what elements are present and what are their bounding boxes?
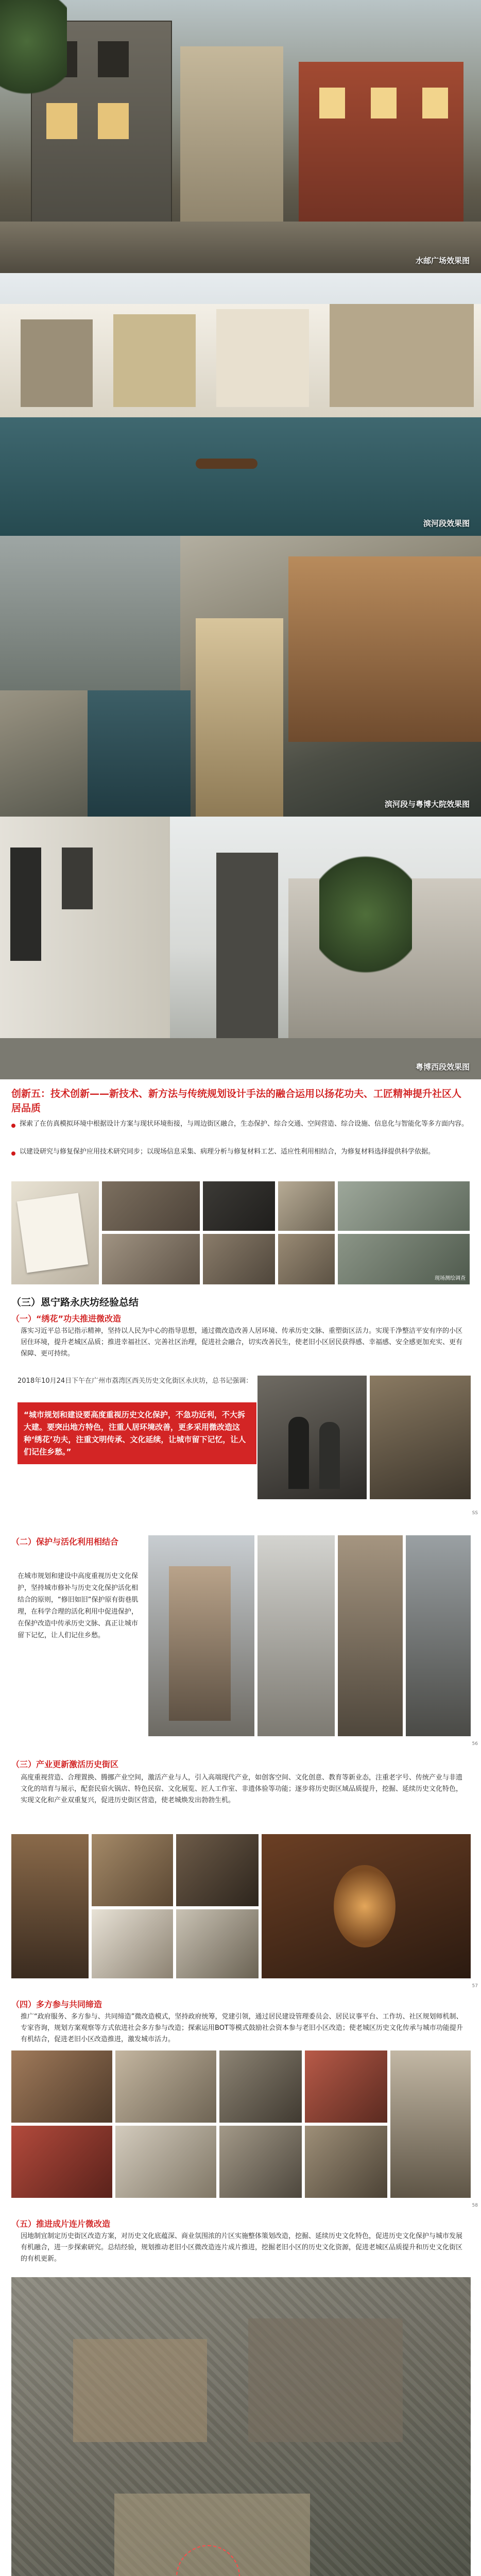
photo-workshop-1 bbox=[115, 2050, 216, 2123]
photo-meeting-2 bbox=[11, 2126, 112, 2198]
photo-leader-visit bbox=[257, 1376, 367, 1499]
s2-text: 在城市规划和建设中高度重视历史文化保护，坚持城市修补与历史文化保护活化相结合的原则，“修旧如旧”保护原有街巷肌理，在科学合理的活化利用中促进保护，在保护改造中传承历史文脉、真正让城市留下记忆，让人们记住乡愁。 bbox=[18, 1572, 139, 1639]
photo-meeting-1 bbox=[11, 2050, 112, 2123]
photo-residents-2 bbox=[219, 2126, 302, 2198]
photo-field-record-1 bbox=[102, 1181, 200, 1231]
rendering-aerial bbox=[0, 536, 481, 817]
caption-riverside: 滨河段效果图 bbox=[423, 519, 470, 528]
caption-west: 粤博西段效果图 bbox=[415, 1062, 470, 1072]
page-num-s4: 58 bbox=[472, 2203, 478, 2208]
s4-title: （四）多方参与共同缔造 bbox=[11, 1999, 102, 2009]
innovation-title: 创新五：技术创新——新技术、新方法与传统规划设计手法的融合运用以扬花功夫、工匠精神提升社区人居品质 bbox=[11, 1088, 462, 1114]
s2-title: （二）保护与活化利用相结合 bbox=[11, 1537, 119, 1547]
photo-forum-2 bbox=[305, 2126, 387, 2198]
photo-alley-4 bbox=[406, 1535, 471, 1736]
s5-title: （五）推进成片连片微改造 bbox=[11, 2219, 111, 2229]
s1-date-line: 2018年10月24日下午在广州市荔湾区西关历史文化街区永庆坊，总书记强调： bbox=[18, 1377, 253, 1385]
photo-craft-2 bbox=[203, 1234, 275, 1284]
photo-studio bbox=[176, 1909, 259, 1978]
photo-materials-2 bbox=[278, 1234, 335, 1284]
photo-field-record-2 bbox=[102, 1234, 200, 1284]
s3-visual bbox=[0, 1834, 481, 2050]
photo-workshop-2 bbox=[115, 2126, 216, 2198]
photo-materials-1 bbox=[278, 1181, 335, 1231]
s3-title: （三）产业更新激活历史街区 bbox=[11, 1759, 119, 1769]
s1-title: （一）“绣花”功夫推进微改造 bbox=[11, 1314, 122, 1324]
caption-aerial: 滨河段与粤博大院效果图 bbox=[384, 800, 470, 809]
photo-exhibition-hall bbox=[262, 1834, 471, 1978]
photo-aerial-map-1 bbox=[338, 1181, 470, 1231]
photo-alley-1 bbox=[148, 1535, 254, 1736]
bullet-dot-2 bbox=[11, 1151, 15, 1156]
photo-alley-3 bbox=[338, 1535, 403, 1736]
photo-alley-2 bbox=[257, 1535, 335, 1736]
photo-craft-1 bbox=[203, 1181, 275, 1231]
s2-section bbox=[0, 1535, 481, 1834]
rendering-west bbox=[0, 817, 481, 1079]
s4-text: 推广“政府服务、多方参与、共同缔造”微改造模式，坚持政府统筹，党建引领，通过居民建设管理委员会、居民议事平台、工作坊、社区规划师机制、专家咨询，规划方案观察等方式依进社会多方参与改造；探索运用BOT等模式鼓励社会资本参与老旧小区改造；使老城区历史文化传承与城市功能提升有机结合，促进老旧小区改造推进，激发城市活力。 bbox=[21, 2013, 463, 2043]
bullet-dot-1 bbox=[11, 1124, 15, 1128]
s3-text: 高度重视营造、合理置换、腾挪产业空间，激活产业与人，引入高端现代产业，如创客空间、文化创意、教育等新业态，注重老字号、传统产业与非遗文化的培育与展示，配套民宿火锅店、特色民宿、文化展览、匠人工作室、非遗体验等功能；逐步将历史街区域品质提升，挖掘、延续历史文化特色，实现文化和产业双重复兴，促进历史街区营造，使老城焕发出勃勃生机。 bbox=[21, 1774, 463, 1804]
photo-aerial-map-2 bbox=[338, 1234, 470, 1284]
page-num-s1: SS bbox=[472, 1511, 478, 1516]
innovation-bullet-1: 探索了在仿真模拟环境中根据设计方案与现状环境衔接，与周边街区融合，生态保护、综合交通、空间营造、综合设施、信息化与智能化等多方面内容。 bbox=[20, 1120, 469, 1128]
photo-forum-1 bbox=[305, 2050, 387, 2123]
photo-shop-street bbox=[11, 1834, 89, 1978]
rendering-riverside bbox=[0, 273, 481, 536]
rendering-plaza bbox=[0, 0, 481, 273]
side-note: 现场测绘调查 bbox=[435, 1276, 466, 1281]
page-num-s3: 57 bbox=[472, 1984, 478, 1989]
photo-forum-3 bbox=[390, 2050, 471, 2198]
caption-plaza: 水邮广场效果图 bbox=[415, 256, 470, 265]
photo-exhibition bbox=[370, 1376, 471, 1499]
aerial-district-map bbox=[11, 2277, 471, 2576]
s1-quote: “城市规划和建设要高度重视历史文化保护，不急功近利，不大拆大建。要突出地方特色，注重人居环境改善，更多采用微改造这种‘绣花’功夫，注重文明传承、文化延续，让城市留下记忆，让人们记住乡愁。” bbox=[18, 1402, 256, 1464]
s4-visual bbox=[0, 2050, 481, 2267]
s1-visual bbox=[0, 1376, 481, 1535]
photo-residents-1 bbox=[219, 2050, 302, 2123]
page-num-s2: 56 bbox=[472, 1741, 478, 1747]
photo-craftsman bbox=[92, 1909, 173, 1978]
s5-text: 因地制宜制定历史街区改造方案，对历史文化底蕴深、商业氛围浓的片区实施整体策划改造，挖掘、延续历史文化特色，促进历史文化保护与城市发展有机融合，进一步探索研究。总结经验，规划推动老旧小区微改造连片成片推进，挖掘老旧小区的历史文化资源，促进老城区品质提升和历史文化街区的有机更新。 bbox=[21, 2232, 463, 2263]
photo-document-study bbox=[11, 1181, 99, 1284]
photo-cafe bbox=[176, 1834, 259, 1906]
summary-title: （三）恩宁路永庆坊经验总结 bbox=[11, 1297, 139, 1308]
s1-text: 落实习近平总书记指示精神，坚持以人民为中心的指导思想，通过微改造改善人居环境、传承历史文脉、重塑街区活力。实现千净整洁平安有序的小区居住环境，提升老城区品质；推进幸福社区、完善社区治理，促进社会融合，切实改善民生，使老旧小区居民获得感、幸福感、安全感更加充实、更有保障、更可持续。 bbox=[21, 1327, 463, 1358]
innovation-bullet-2: 以建设研究与修复保护应用技术研究同步；以现场信息采集、病理分析与修复材料工艺、适应性利用相结合，为修复材料选择提供科学依据。 bbox=[20, 1148, 435, 1156]
photo-shopfront bbox=[92, 1834, 173, 1906]
innovation-section bbox=[0, 1079, 481, 1376]
